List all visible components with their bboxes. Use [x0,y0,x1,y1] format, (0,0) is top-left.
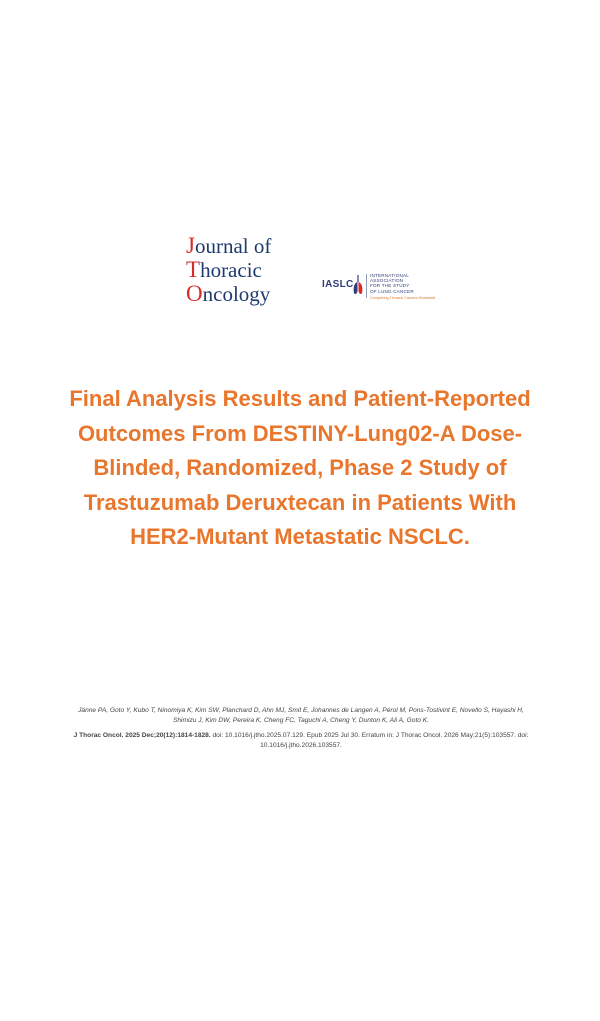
iaslc-name: IASLC [322,279,354,290]
citation-doi-erratum: doi: 10.1016/j.jtho.2025.07.129. Epub 2025 Jul 30. Erratum in: J Thorac Oncol. 2026 May;21(5):103557. doi: 10.1016/j.jtho.2026.103557. [210,732,529,749]
citation-journal-ref: J Thorac Oncol. 2025 Dec;20(12):1814-1828. [73,732,211,739]
logo-line-journal: Journal of [186,233,272,258]
article-authors: Jänne PA, Goto Y, Kubo T, Ninomiya K, Kim SW, Planchard D, Ahn MJ, Smit E, Johannes de Langen A, Pérol M, Pons-Tostivint E, Novello S, Hayashi H, Shimizu J, Kim DW, Pereira K, Cheng FC, Taguchi A, Cheng Y, Dunton K, Ali A, Goto K. [78,707,524,724]
logo-line-oncology: Oncology [186,281,271,306]
logo-block [186,234,436,314]
lungs-icon [353,274,363,296]
journal-of-thoracic-oncology-logo [186,234,271,306]
article-citation [68,731,534,751]
article-title: Final Analysis Results and Patient-Reported Outcomes From DESTINY-Lung02-A Dose-Blinded, Randomized, Phase 2 Study of Trastuzumab Deruxtecan in Patients With HER2-Mutant Metastatic NSCLC. [69,386,531,549]
iaslc-logo [322,272,442,302]
iaslc-divider [366,274,367,298]
iaslc-tagline: Conquering Thoracic Cancers Worldwide [370,296,436,300]
iaslc-full-name: INTERNATIONAL ASSOCIATION FOR THE STUDY OF LUNG CANCER [370,273,414,294]
logo-line-thoracic: Thoracic [186,257,262,282]
